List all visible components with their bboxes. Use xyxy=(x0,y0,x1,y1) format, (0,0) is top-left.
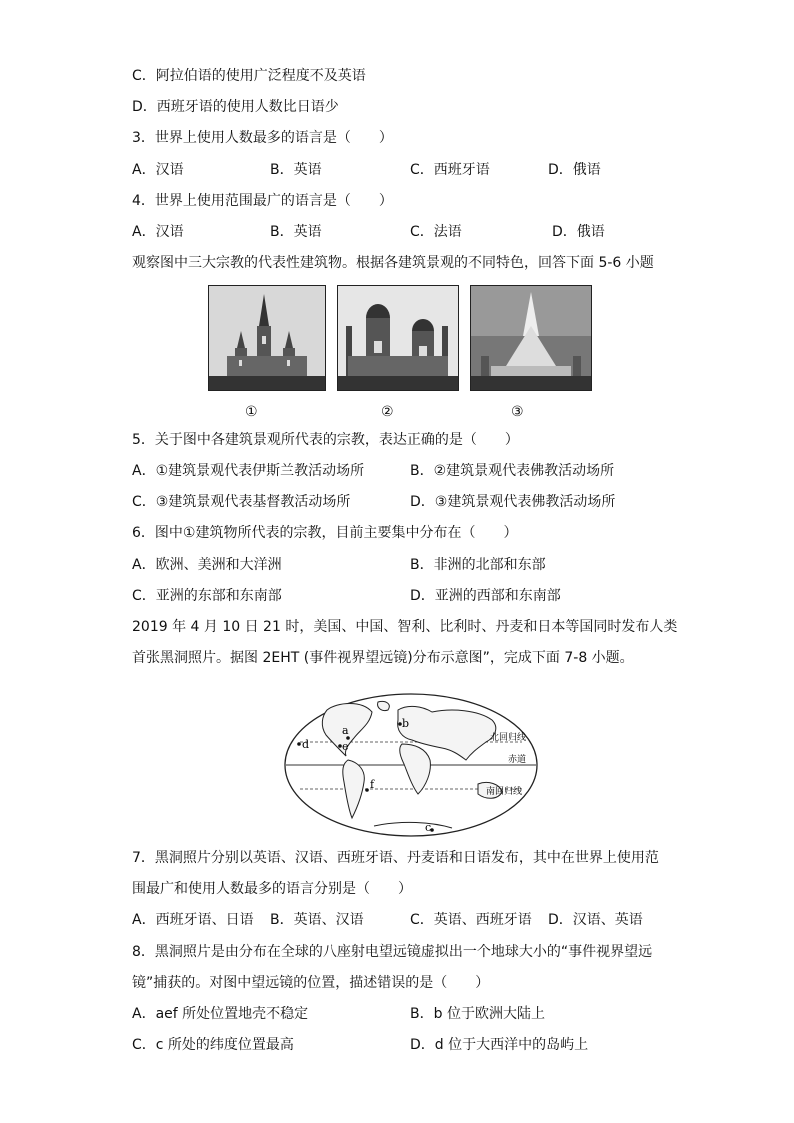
q7-option-a: A．西班牙语、日语 xyxy=(132,912,254,928)
south-tropic-label: 南回归线 xyxy=(486,787,523,797)
question-6: 6．图中①建筑物所代表的宗教，目前主要集中分布在（ ） xyxy=(132,525,518,541)
q4-option-a: A．汉语 xyxy=(132,224,184,240)
q8-option-a: A．aef 所处位置地壳不稳定 xyxy=(132,1006,309,1022)
question-8-line2: 镜”捕获的。对图中望远镜的位置，描述错误的是（ ） xyxy=(132,975,490,991)
q8-option-d: D．d 位于大西洋中的岛屿上 xyxy=(410,1037,589,1053)
question-7-line1: 7．黑洞照片分别以英语、汉语、西班牙语、丹麦语和日语发布，其中在世界上使用范 xyxy=(132,850,659,866)
q3-option-b: B．英语 xyxy=(270,162,322,178)
question-8-line1: 8．黑洞照片是由分布在全球的八座射电望远镜虚拟出一个地球大小的“事件视界望远 xyxy=(132,944,653,960)
option-line: C．阿拉伯语的使用广泛程度不及英语 xyxy=(132,68,366,84)
mosque-photo xyxy=(337,285,459,391)
q4-option-b: B．英语 xyxy=(270,224,322,240)
point-label-e: e xyxy=(342,740,349,753)
intro-7-8-line1: 2019 年 4 月 10 日 21 时，美国、中国、智利、比利时、丹麦和日本等国同时发布人类 xyxy=(132,619,678,635)
church-photo xyxy=(208,285,326,391)
point-d-marker xyxy=(297,742,301,746)
q6-option-d: D．亚洲的西部和东南部 xyxy=(410,588,561,604)
photo-label-3: ③ xyxy=(511,404,524,420)
intro-5-6: 观察图中三大宗教的代表性建筑物。根据各建筑景观的不同特色，回答下面 5-6 小题 xyxy=(132,255,654,271)
q5-option-b: B．②建筑景观代表佛教活动场所 xyxy=(410,463,615,479)
point-label-b: b xyxy=(402,717,410,730)
north-tropic-label: 北回归线 xyxy=(490,733,527,743)
q5-option-a: A．①建筑景观代表伊斯兰教活动场所 xyxy=(132,463,365,479)
point-f-marker xyxy=(365,788,369,792)
q3-option-a: A．汉语 xyxy=(132,162,184,178)
q5-option-d: D．③建筑景观代表佛教活动场所 xyxy=(410,494,616,510)
q4-option-d: D．俄语 xyxy=(552,224,605,240)
q5-option-c: C．③建筑景观代表基督教活动场所 xyxy=(132,494,351,510)
q6-option-c: C．亚洲的东部和东南部 xyxy=(132,588,282,604)
point-label-a: a xyxy=(342,724,349,737)
world-map xyxy=(282,690,542,844)
q4-option-c: C．法语 xyxy=(410,224,462,240)
photo-label-1: ① xyxy=(245,404,258,420)
question-4: 4．世界上使用范围最广的语言是（ ） xyxy=(132,193,393,209)
question-5: 5．关于图中各建筑景观所代表的宗教，表达正确的是（ ） xyxy=(132,432,519,448)
q6-option-b: B．非洲的北部和东部 xyxy=(410,557,546,573)
q7-option-c: C．英语、西班牙语 xyxy=(410,912,532,928)
q8-option-b: B．b 位于欧洲大陆上 xyxy=(410,1006,545,1022)
q6-option-a: A．欧洲、美洲和大洋洲 xyxy=(132,557,282,573)
intro-7-8-line2: 首张黑洞照片。据图 2EHT (事件视界望远镜)分布示意图”，完成下面 7-8 小题。 xyxy=(132,650,634,666)
q8-option-c: C．c 所处的纬度位置最高 xyxy=(132,1037,294,1053)
q7-option-d: D．汉语、英语 xyxy=(548,912,643,928)
q3-option-d: D．俄语 xyxy=(548,162,601,178)
pagoda-photo xyxy=(470,285,592,391)
point-label-c: c xyxy=(425,821,432,834)
equator-label: 赤道 xyxy=(508,755,527,765)
point-label-d: d xyxy=(302,738,310,751)
q3-option-c: C．西班牙语 xyxy=(410,162,490,178)
point-label-f: f xyxy=(370,778,375,791)
option-line: D．西班牙语的使用人数比日语少 xyxy=(132,99,339,115)
photo-label-2: ② xyxy=(381,404,394,420)
question-7-line2: 围最广和使用人数最多的语言分别是（ ） xyxy=(132,881,412,897)
question-3: 3．世界上使用人数最多的语言是（ ） xyxy=(132,130,393,146)
q7-option-b: B．英语、汉语 xyxy=(270,912,364,928)
